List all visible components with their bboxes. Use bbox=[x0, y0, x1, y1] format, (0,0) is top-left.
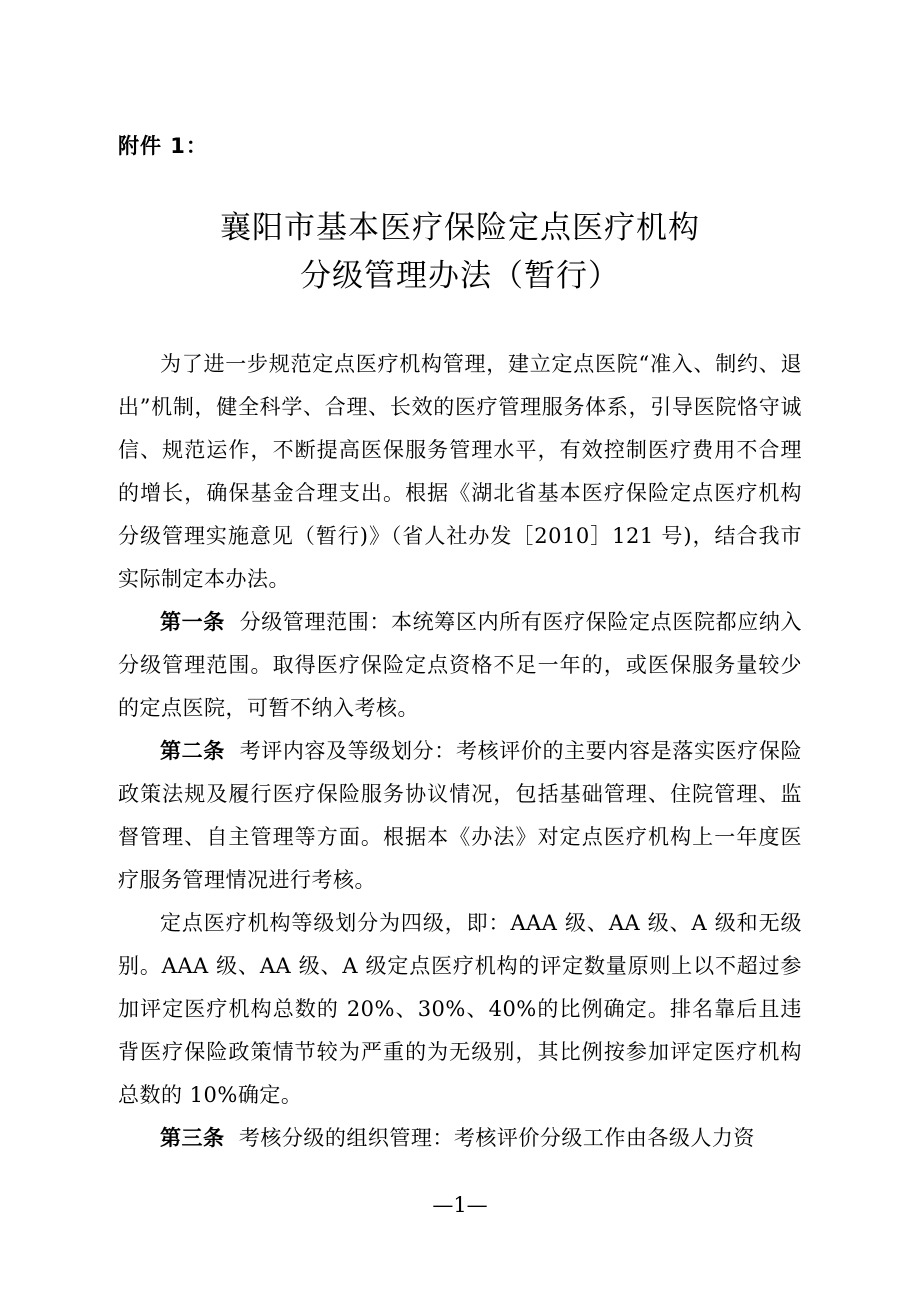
article-2-paragraph-2: 定点医疗机构等级划分为四级，即：AAA 级、AA 级、A 级和无级别。AAA 级、AA 级、A 级定点医疗机构的评定数量原则上以不超过参加评定医疗机构总数的 20%、30%、40%的比例确定。排名靠后且违背医疗保险政策情节较为严重的为无级别，其比例按参加评定医疗机构总数的 10%确定。 bbox=[118, 911, 802, 1107]
article-1-text: 分级管理范围：本统筹区内所有医疗保险定点医院都应纳入分级管理范围。取得医疗保险定点资格不足一年的，或医保服务量较少的定点医院，可暂不纳入考核。 bbox=[118, 610, 803, 720]
document-title-line-2: 分级管理办法（暂行） bbox=[300, 258, 620, 294]
article-3-text: 考核分级的组织管理：考核评价分级工作由各级人力资 bbox=[238, 1126, 755, 1150]
article-2-paragraph bbox=[118, 730, 802, 902]
article-2-text: 考评内容及等级划分：考核评价的主要内容是落实医疗保险政策法规及履行医疗保险服务协议情况，包括基础管理、住院管理、监督管理、自主管理等方面。根据本《办法》对定点医疗机构上一年度医疗服务管理情况进行考核。 bbox=[118, 739, 803, 892]
article-1-title: 第一条 bbox=[160, 610, 225, 634]
article-3-title: 第三条 bbox=[160, 1126, 225, 1150]
document-title-line-1: 襄阳市基本医疗保险定点医疗机构 bbox=[220, 210, 700, 246]
article-1-paragraph bbox=[118, 601, 802, 730]
article-3-paragraph bbox=[118, 1117, 802, 1160]
article-2-title: 第二条 bbox=[160, 739, 225, 763]
page-number: —1— bbox=[432, 1193, 488, 1217]
intro-paragraph: 为了进一步规范定点医疗机构管理，建立定点医院“准入、制约、退出”机制，健全科学、合理、长效的医疗管理服务体系，引导医院恪守诚信、规范运作，不断提高医保服务管理水平，有效控制医疗费用不合理的增长，确保基金合理支出。根据《湖北省基本医疗保险定点医疗机构分级管理实施意见（暂行)》（省人社办发［2010］121 号)，结合我市实际制定本办法。 bbox=[118, 352, 802, 591]
attachment-label: 附件 1： bbox=[118, 134, 208, 158]
document-body bbox=[118, 343, 802, 1160]
